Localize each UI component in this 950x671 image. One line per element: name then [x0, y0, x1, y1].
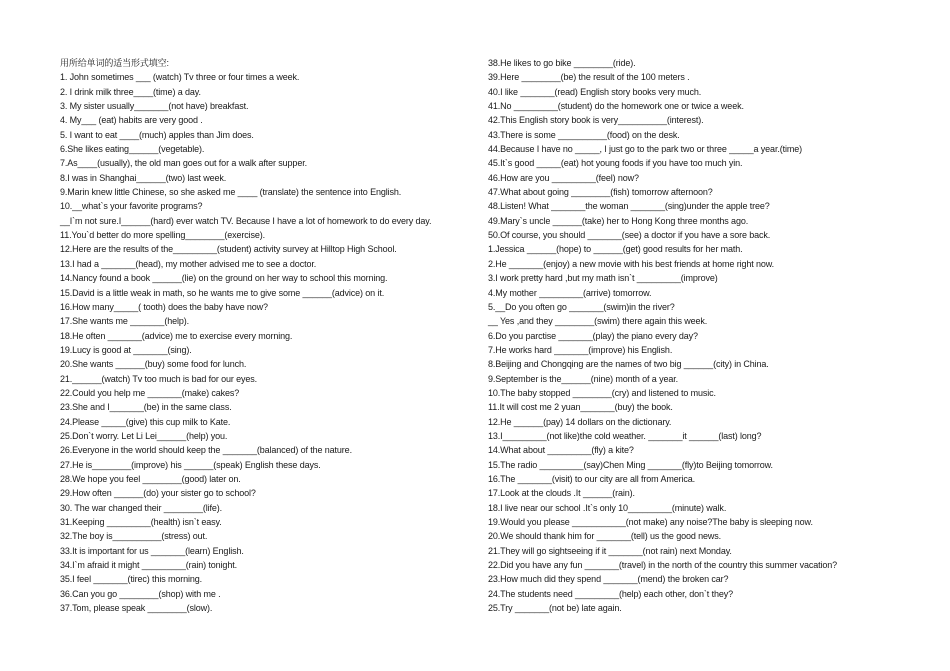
exercise-line: 50.Of course, you should _______(see) a doctor if you have a sore back. — [488, 230, 771, 241]
exercise-line: 13.I_________(not like)the cold weather. _______it ______(last) long? — [488, 430, 762, 441]
exercise-line: 49.Mary`s uncle ______(take) her to Hong Kong three months ago. — [488, 215, 749, 226]
worksheet-title: 用所给单词的适当形式填空: — [60, 58, 169, 68]
exercise-line: 17.Look at the clouds .It ______(rain). — [488, 488, 635, 499]
exercise-line: 21.______(watch) Tv too much is bad for our eyes. — [60, 373, 258, 384]
exercise-line: 40.I like _______(read) English story books very much. — [488, 86, 702, 97]
exercise-line: 25.Try _______(not be) late again. — [488, 603, 622, 614]
exercise-line: 47.What about going ________(fish) tomorrow afternoon? — [488, 187, 713, 198]
exercise-line: 9.September is the______(nine) month of a year. — [488, 373, 678, 384]
exercise-line: 17.She wants me _______(help). — [60, 316, 189, 327]
exercise-line: 1.Jessica ______(hope) to ______(get) good results for her math. — [488, 244, 743, 255]
exercise-line: 15.David is a little weak in math, so he wants me to give some ______(advice) on it. — [60, 287, 385, 298]
exercise-line: 41.No _________(student) do the homework one or twice a week. — [488, 101, 744, 112]
exercise-line: 19.Lucy is good at _______(sing). — [60, 344, 192, 355]
exercise-line: __I`m not sure.I______(hard) ever watch TV. Because I have a lot of homework to do every day. — [60, 215, 432, 226]
exercise-line: 26.Everyone in the world should keep the _______(balanced) of the nature. — [60, 445, 352, 456]
exercise-line: 32.The boy is__________(stress) out. — [60, 531, 208, 542]
exercise-line: 4.My mother _________(arrive) tomorrow. — [488, 287, 652, 298]
exercise-line: 5. I want to eat ____(much) apples than Jim does. — [60, 129, 254, 140]
exercise-line: 29.How often ______(do) your sister go to school? — [60, 488, 256, 499]
exercise-line: 8.I was in Shanghai______(two) last week. — [60, 172, 227, 183]
exercise-line: 2.He _______(enjoy) a new movie with his best friends at home right now. — [488, 258, 775, 269]
exercise-line: 27.He is________(improve) his ______(speak) English these days. — [60, 459, 321, 470]
exercise-line: 14.Nancy found a book ______(lie) on the ground on her way to school this morning. — [60, 273, 388, 284]
exercise-line: 8.Beijing and Chongqing are the names of two big ______(city) in China. — [488, 359, 769, 370]
exercise-line: 4. My___ (eat) habits are very good . — [60, 115, 203, 126]
exercise-line: 31.Keeping _________(health) isn`t easy. — [60, 517, 222, 527]
exercise-line: 14.What about _________(fly) a kite? — [488, 445, 634, 456]
exercise-line: 12.He ______(pay) 14 dollars on the dictionary. — [488, 416, 672, 427]
exercise-line: 6.She likes eating______(vegetable). — [60, 144, 205, 155]
exercise-line: 34.I`m afraid it might _________(rain) tonight. — [60, 560, 237, 571]
exercise-line: 20.She wants ______(buy) some food for lunch. — [60, 359, 247, 370]
exercise-line: 39.Here ________(be) the result of the 100 meters . — [488, 72, 690, 83]
exercise-line: 3. My sister usually_______(not have) breakfast. — [60, 101, 249, 112]
exercise-line: 15.The radio _________(say)Chen Ming _______(fly)to Beijing tomorrow. — [488, 459, 773, 470]
exercise-line: 3.I work pretty hard ,but my math isn`t _________(improve) — [488, 273, 718, 284]
exercise-line: 46.How are you _________(feel) now? — [488, 172, 639, 183]
exercise-line: 11.You`d better do more spelling________(exercise). — [60, 230, 266, 241]
exercise-line: 13.I had a _______(head), my mother advised me to see a doctor. — [60, 258, 317, 269]
exercise-line: 25.Don`t worry. Let Li Lei______(help) you. — [60, 430, 228, 441]
exercise-line: 44.Because I have no _____, I just go to the park two or three _____a year.(time) — [488, 144, 802, 155]
exercise-line: 2. I drink milk three____(time) a day. — [60, 86, 201, 97]
exercise-line: 48.Listen! What _______the woman _______(sing)under the apple tree? — [488, 201, 770, 212]
exercise-line: 45.It`s good _____(eat) hot young foods if you have too much yin. — [488, 158, 743, 169]
exercise-line: 1. John sometimes ___ (watch) Tv three or four times a week. — [60, 72, 300, 83]
left-column — [60, 56, 460, 615]
exercise-line: 10.__what`s your favorite programs? — [60, 201, 203, 212]
exercise-line: 23.How much did they spend _______(mend) the broken car? — [488, 574, 729, 585]
exercise-line: 12.Here are the results of the_________(student) activity survey at Hilltop High School. — [60, 244, 397, 255]
exercise-line: 35.I feel _______(tirec) this morning. — [60, 574, 203, 585]
exercise-line: 43.There is some __________(food) on the desk. — [488, 129, 680, 140]
exercise-line: 24.The students need _________(help) each other, don`t they? — [488, 588, 733, 599]
exercise-line: 24.Please _____(give) this cup milk to Kate. — [60, 416, 231, 427]
exercise-line: 33.It is important for us _______(learn) English. — [60, 545, 244, 556]
exercise-line: 42.This English story book is very__________(interest). — [488, 115, 704, 126]
exercise-line: 28.We hope you feel ________(good) later on. — [60, 473, 241, 484]
exercise-line: 36.Can you go ________(shop) with me . — [60, 588, 221, 599]
exercise-line: 18.I live near our school .It`s only 10_________(minute) walk. — [488, 502, 727, 513]
exercise-line: 6.Do you parctise _______(play) the piano every day? — [488, 330, 698, 341]
exercise-line: 10.The baby stopped ________(cry) and listened to music. — [488, 387, 716, 398]
exercise-line: 21.They will go sightseeing if it _______(not rain) next Monday. — [488, 545, 732, 556]
exercise-line: 30. The war changed their ________(life). — [60, 502, 223, 513]
exercise-line: 9.Marin knew little Chinese, so she asked me ____ (translate) the sentence into English. — [60, 187, 402, 198]
exercise-line: 5.__Do you often go _______(swim)in the river? — [488, 301, 675, 312]
exercise-line: 16.How many_____( tooth) does the baby have now? — [60, 301, 268, 312]
exercise-line: 38.He likes to go bike ________(ride). — [488, 58, 636, 68]
exercise-line: 19.Would you please ___________(not make) any noise?The baby is sleeping now. — [488, 517, 813, 527]
exercise-line: 7.He works hard _______(improve) his English. — [488, 344, 673, 355]
exercise-line: __ Yes ,and they ________(swim) there again this week. — [488, 316, 708, 327]
exercise-line: 16.The _______(visit) to our city are all from America. — [488, 473, 695, 484]
exercise-line: 22.Could you help me _______(make) cakes? — [60, 387, 240, 398]
exercise-line: 37.Tom, please speak ________(slow). — [60, 603, 213, 614]
right-column — [488, 56, 908, 615]
exercise-line: 18.He often _______(advice) me to exercise every morning. — [60, 330, 293, 341]
exercise-line: 22.Did you have any fun _______(travel) in the north of the country this summer vacation? — [488, 560, 838, 571]
exercise-line: 11.It will cost me 2 yuan_______(buy) the book. — [488, 402, 673, 413]
exercise-line: 23.She and I_______(be) in the same class. — [60, 402, 232, 413]
exercise-line: 7.As____(usually), the old man goes out for a walk after supper. — [60, 158, 307, 169]
exercise-line: 20.We should thank him for _______(tell) us the good news. — [488, 531, 722, 542]
